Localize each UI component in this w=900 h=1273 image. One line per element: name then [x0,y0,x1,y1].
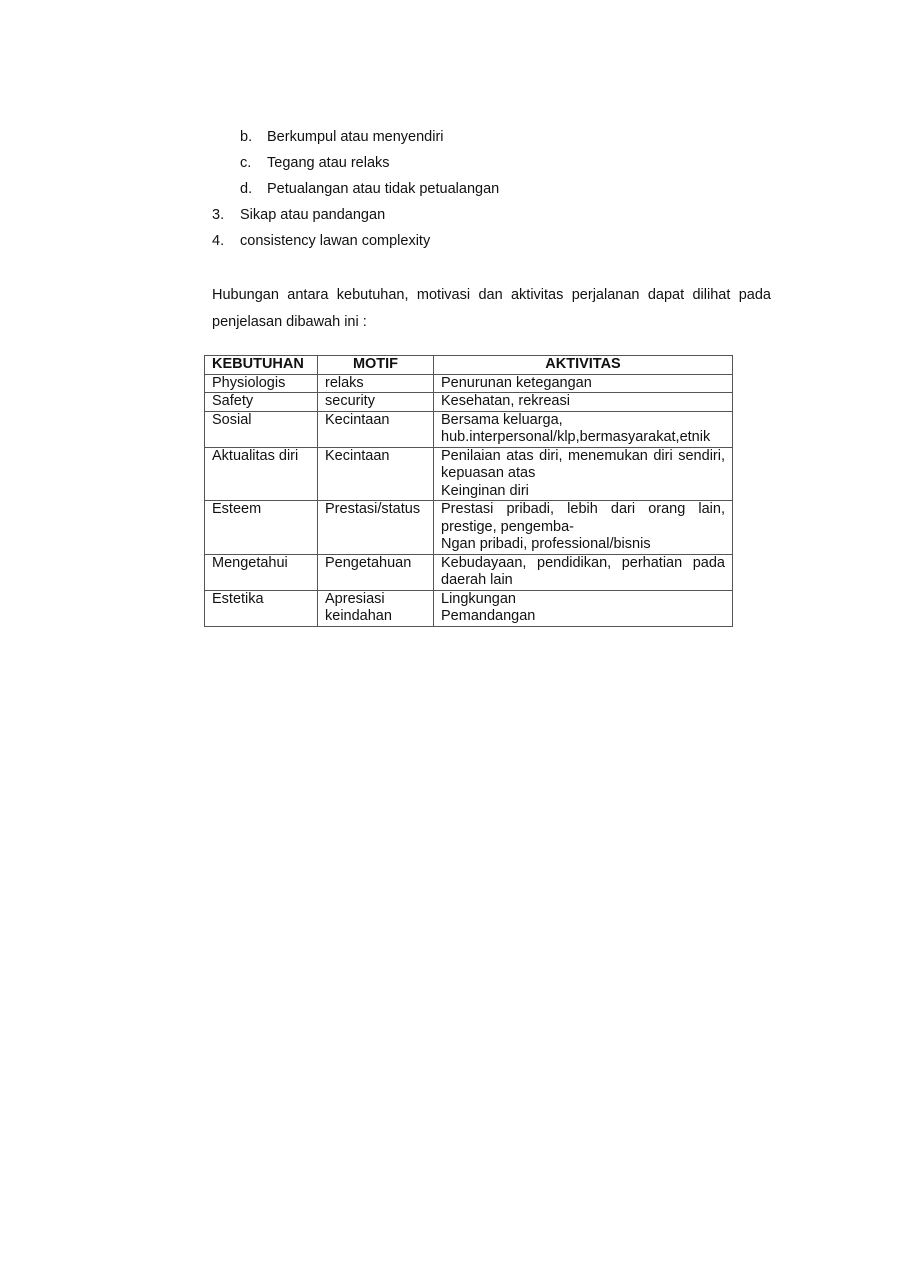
aktivitas-line: Lingkungan [441,590,516,607]
table-row [205,590,733,626]
cell-aktivitas [434,447,733,501]
table-row [205,447,733,501]
table-row [205,501,733,555]
table-header-row [205,356,733,375]
cell-aktivitas [434,554,733,590]
list-item-text: consistency lawan complexity [240,233,431,249]
column-header-aktivitas: AKTIVITAS [434,356,733,375]
list-item-text: Tegang atau relaks [267,155,390,171]
table-row [205,374,733,393]
cell-motif: Prestasi/status [318,501,434,555]
aktivitas-line: Bersama keluarga, hub.interpersonal/klp,bermasyarakat,etnik [441,411,711,445]
list-marker: c. [240,155,252,171]
cell-aktivitas [434,374,733,393]
list-item-text: Berkumpul atau menyendiri [267,129,444,145]
table-row [205,393,733,412]
aktivitas-line: Prestasi pribadi, lebih dari orang lain, prestige, pengemba- [441,501,725,535]
column-header-kebutuhan: KEBUTUHAN [205,356,318,375]
cell-aktivitas [434,411,733,447]
cell-aktivitas [434,393,733,412]
aktivitas-line: Pemandangan [441,608,536,624]
cell-aktivitas [434,501,733,555]
aktivitas-line: Kesehatan, rekreasi [441,393,570,409]
body-paragraph: Hubungan antara kebutuhan, motivasi dan aktivitas perjalanan dapat dilihat pada penjelasan dibawah ini : [212,287,771,330]
list-marker: b. [240,129,253,145]
aktivitas-line: Keinginan diri [441,482,529,499]
cell-kebutuhan: Safety [205,393,318,412]
needs-motives-activities-table [204,355,733,627]
table-row [205,411,733,447]
aktivitas-line: Ngan pribadi, professional/bisnis [441,536,651,552]
cell-motif: Apresiasi keindahan [318,590,434,626]
cell-kebutuhan: Estetika [205,590,318,626]
aktivitas-line: Kebudayaan, pendidikan, perhatian pada daerah lain [441,554,725,588]
cell-kebutuhan: Sosial [205,411,318,447]
cell-kebutuhan: Physiologis [205,374,318,393]
cell-motif: relaks [318,374,434,393]
cell-motif: Kecintaan [318,447,434,501]
list-marker: d. [240,181,253,197]
list-marker: 4. [212,233,225,249]
column-header-motif: MOTIF [318,356,434,375]
list-item-text: Sikap atau pandangan [240,207,386,223]
cell-motif: security [318,393,434,412]
cell-kebutuhan: Esteem [205,501,318,555]
cell-kebutuhan: Aktualitas diri [205,447,318,501]
cell-motif: Pengetahuan [318,554,434,590]
aktivitas-line: Penilaian atas diri, menemukan diri sendiri, kepuasan atas [441,447,725,481]
list-item-text: Petualangan atau tidak petualangan [267,181,500,197]
aktivitas-line: Penurunan ketegangan [441,374,592,391]
cell-motif: Kecintaan [318,411,434,447]
table-row [205,554,733,590]
cell-aktivitas [434,590,733,626]
list-marker: 3. [212,207,225,223]
cell-kebutuhan: Mengetahui [205,554,318,590]
